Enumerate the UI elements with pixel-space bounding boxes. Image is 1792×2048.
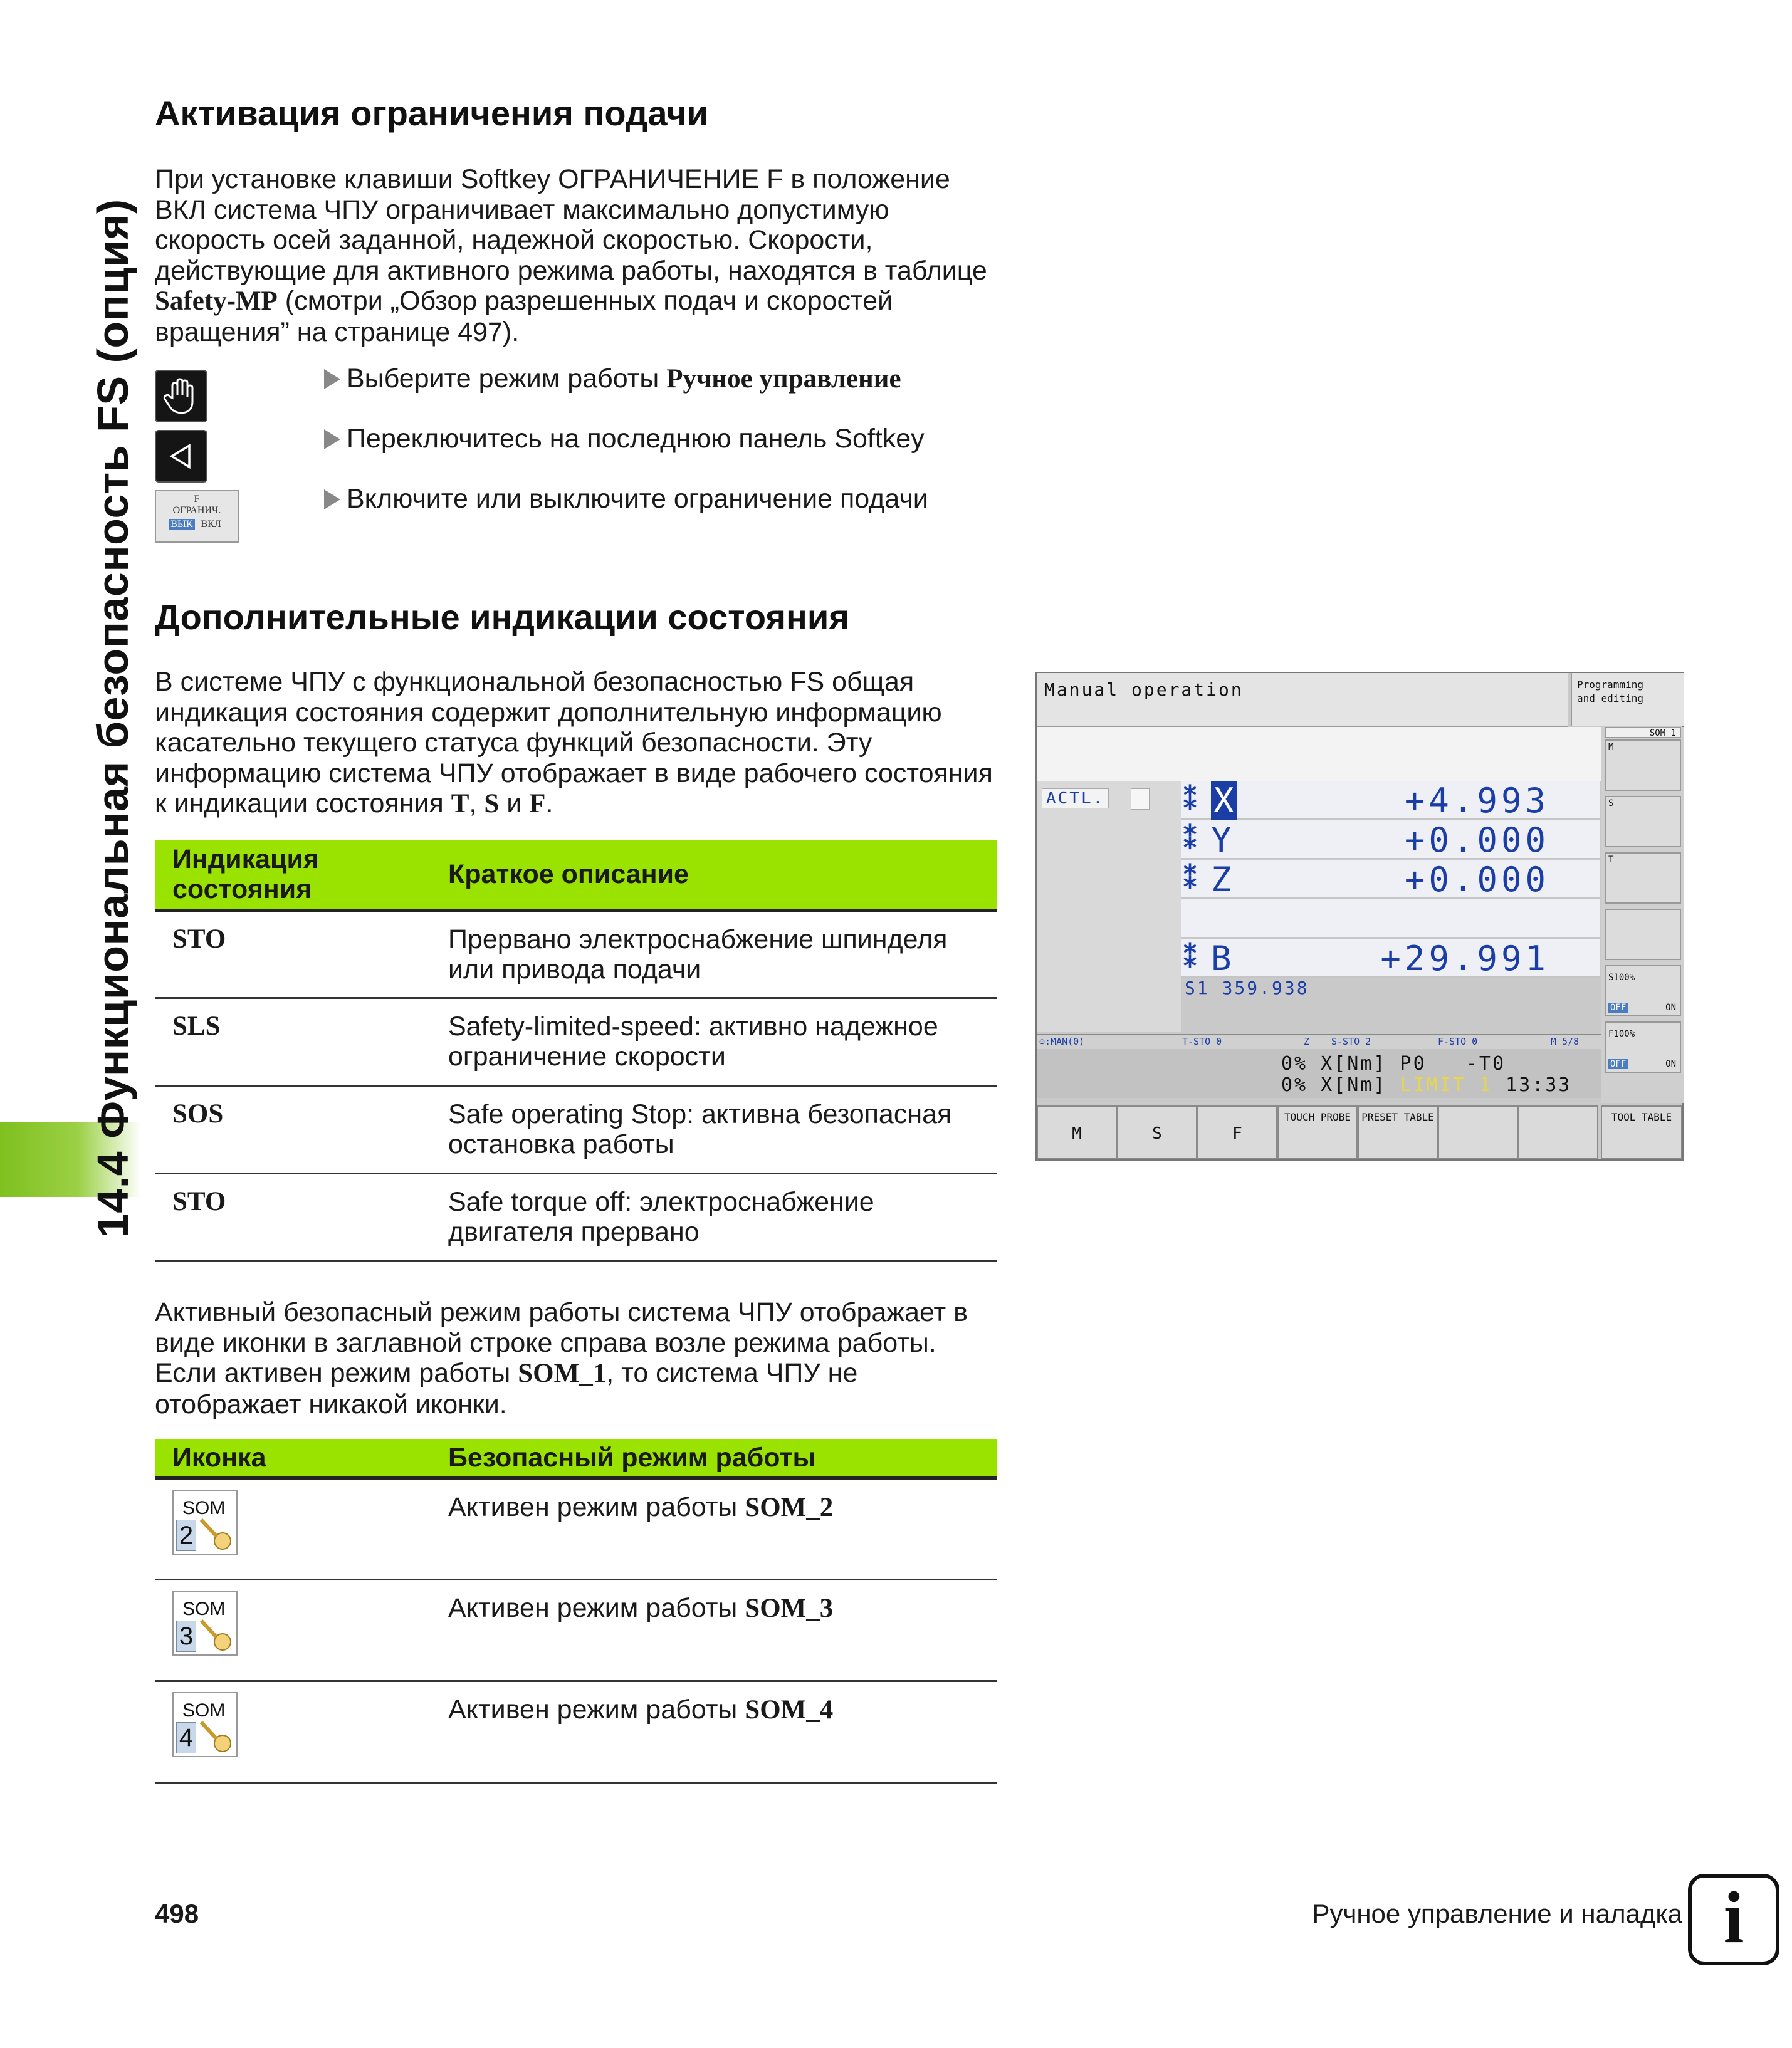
status-line: ⊕:MAN(0) T-STO 0 Z S-STO 2 F-STO 0 M 5/8 (1037, 1034, 1601, 1050)
heading-status-display: Дополнительные индикации состояния (155, 597, 849, 637)
side-section-title: 14.4 Функциональная безопасность FS (опция) (88, 199, 137, 1238)
t-function-button[interactable]: T (1605, 852, 1681, 904)
softkey-s[interactable]: S (1117, 1105, 1197, 1159)
mode-bar (1037, 673, 1568, 727)
table-row: SOM 3 Активен режим работы SOM_3 (155, 1579, 997, 1681)
axis-row-z: ⁑ Z +0.000 (1181, 860, 1600, 899)
table-row: SOS Safe operating Stop: активна безопасная остановка работы (155, 1085, 997, 1173)
feed-limit-softkey[interactable]: F ОГРАНИЧ. ВЫК ВКЛ (155, 490, 239, 543)
softkey-touch-probe[interactable]: TOUCH PROBE (1277, 1105, 1358, 1159)
mode-title: Manual operation (1044, 679, 1244, 700)
softkey-f[interactable]: F (1197, 1105, 1277, 1159)
page-number: 498 (155, 1899, 199, 1928)
step-toggle-feed-limit: Включите или выключите ограничение подачи (324, 484, 928, 515)
softkey-on-state: ВКЛ (201, 519, 221, 530)
back-arrow-icon[interactable] (155, 430, 207, 483)
axis-row-b: ⁑ B +29.991 (1181, 939, 1600, 978)
som-3-icon: SOM 3 (172, 1591, 238, 1656)
status-table-header-desc: Краткое описание (431, 840, 997, 910)
m-function-button[interactable]: M (1605, 739, 1681, 791)
cnc-screenshot (1035, 672, 1684, 1161)
status-info: 0% X[Nm] P0 -T0 0% X[Nm] LIMIT 1 13:33 (1037, 1049, 1601, 1098)
feed-limit-paragraph: При установке клавиши Softkey ОГРАНИЧЕНИЕ F в положение ВКЛ система ЧПУ ограничивает максимально допустимую скорость осей заданной, надежной скоростью. Скорости, действующие для активного режима работы, находятся в таблице Safety-MP (смотри „Обзор разрешенных подач и скоростей вращения” на странице 497). (155, 164, 987, 347)
softkey-empty[interactable] (1518, 1105, 1598, 1159)
empty-side-button[interactable] (1605, 909, 1681, 960)
softkey-off-state: ВЫК (169, 519, 194, 530)
softkey-empty[interactable] (1438, 1105, 1518, 1159)
axis-row-y: ⁑ Y +0.000 (1181, 820, 1600, 859)
key-icon (197, 1515, 234, 1551)
spindle-override-button[interactable]: S100% OFF ON (1605, 965, 1681, 1016)
key-icon (197, 1717, 234, 1753)
table-row: SLS Safety-limited-speed: активно надежное ограничение скорости (155, 998, 997, 1085)
safe-mode-header-icon: Иконка (155, 1439, 431, 1478)
safe-mode-header-mode: Безопасный режим работы (431, 1439, 997, 1478)
axis-icon: ⁑ (1183, 864, 1197, 894)
axis-icon: ⁑ (1183, 943, 1197, 973)
softkey-bar (1037, 1105, 1684, 1159)
step-arrow-icon (324, 369, 340, 389)
safe-mode-table (155, 1439, 997, 1784)
step-select-mode: Выберите режим работы Ручное управление (324, 363, 901, 394)
axis-icon: ⁑ (1183, 824, 1197, 855)
programming-mode-label[interactable]: Programming and editing (1571, 673, 1684, 726)
status-table-header-code: Индикация состояния (155, 840, 431, 910)
table-row: SOM 2 Активен режим работы SOM_2 (155, 1478, 997, 1579)
actl-label: ACTL. (1042, 788, 1109, 808)
axis-row-empty (1181, 899, 1600, 938)
status-display-paragraph: В системе ЧПУ с функциональной безопасностью FS общая индикация состояния содержит дополнительную информацию касательно текущего статуса функций безопасности. Эту информацию система ЧПУ отображает в виде рабочего состояния к индикации состояния T, S и F. (155, 667, 993, 818)
som-4-icon: SOM 4 (172, 1692, 238, 1757)
step-arrow-icon (324, 489, 340, 509)
hand-icon[interactable] (155, 370, 207, 422)
step-arrow-icon (324, 429, 340, 449)
safe-mode-paragraph: Активный безопасный режим работы система ЧПУ отображает в виде иконки в заглавной строке справа возле режима работы. Если активен режим работы SOM_1, то система ЧПУ не отображает никакой иконки. (155, 1297, 968, 1419)
softkey-tool-table[interactable]: TOOL TABLE (1601, 1105, 1682, 1159)
heading-feed-limit: Активация ограничения подачи (155, 93, 709, 133)
key-icon (197, 1616, 234, 1652)
axis-icon: ⁑ (1183, 785, 1197, 815)
spindle-readout: S1 359.938 (1185, 978, 1309, 998)
s-function-button[interactable]: S (1605, 796, 1681, 847)
table-row: STO Прервано электроснабжение шпинделя или привода подачи (155, 910, 997, 998)
step-switch-softkey-bar: Переключитесь на последнюю панель Softkey (324, 424, 925, 454)
feed-override-button[interactable]: F100% OFF ON (1605, 1021, 1681, 1073)
softkey-preset-table[interactable]: PRESET TABLE (1358, 1105, 1438, 1159)
som-2-icon: SOM 2 (172, 1490, 238, 1555)
chapter-title: Ручное управление и наладка (1312, 1899, 1682, 1928)
softkey-m[interactable]: M (1037, 1105, 1117, 1159)
info-icon: i (1688, 1874, 1779, 1965)
axis-row-x: ⁑ X +4.993 (1181, 781, 1600, 820)
som-badge: SOM_1 (1605, 727, 1681, 738)
table-row: STO Safe torque off: электроснабжение двигателя прервано (155, 1173, 997, 1261)
table-row: SOM 4 Активен режим работы SOM_4 (155, 1681, 997, 1782)
status-table (155, 840, 997, 1262)
